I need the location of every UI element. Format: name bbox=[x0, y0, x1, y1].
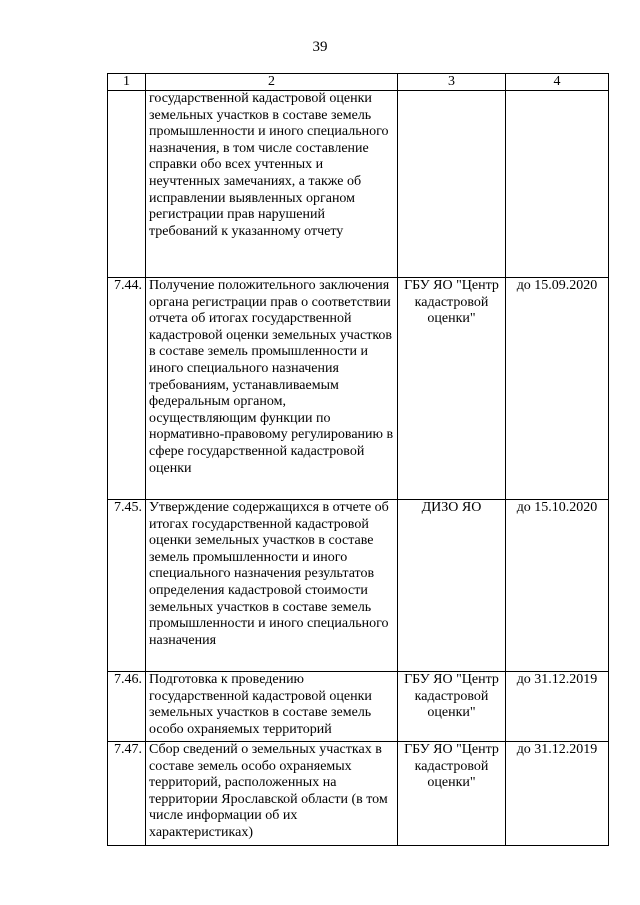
table-row bbox=[108, 672, 609, 742]
table-row bbox=[108, 278, 609, 500]
page-number: 39 bbox=[312, 39, 328, 55]
row-executor: ДИЗО ЯО bbox=[398, 500, 506, 672]
row-executor bbox=[398, 91, 506, 278]
column-header-deadline: 4 bbox=[506, 74, 609, 91]
column-header-executor: 3 bbox=[398, 74, 506, 91]
row-number: 7.47. bbox=[108, 742, 146, 846]
row-number: 7.44. bbox=[108, 278, 146, 500]
plan-table bbox=[107, 73, 609, 846]
row-executor: ГБУ ЯО "Центр кадастровой оценки" bbox=[398, 672, 506, 742]
row-task: Получение положительного заключения органа регистрации прав о соответствии отчета об итогах государственной кадастровой оценки земельных участков в составе земель промышленности и иного специального назначения требованиям, устанавливаемым федеральным органом, осуществляющим функции по нормативно-правовому регулированию в сфере государственной кадастровой оценки bbox=[146, 278, 398, 500]
column-header-number: 1 bbox=[108, 74, 146, 91]
row-deadline: до 15.09.2020 bbox=[506, 278, 609, 500]
row-executor: ГБУ ЯО "Центр кадастровой оценки" bbox=[398, 742, 506, 846]
column-header-task: 2 bbox=[146, 74, 398, 91]
table-row bbox=[108, 91, 609, 278]
row-task: Утверждение содержащихся в отчете об итогах государственной кадастровой оценки земельных участков в составе земель промышленности и иного специального назначения результатов определения кадастровой стоимости земельных участков в составе земель промышленности и иного специального назначения bbox=[146, 500, 398, 672]
row-deadline: до 31.12.2019 bbox=[506, 742, 609, 846]
row-deadline bbox=[506, 91, 609, 278]
table-row bbox=[108, 742, 609, 846]
row-task: Сбор сведений о земельных участках в составе земель особо охраняемых территорий, расположенных на территории Ярославской области (в том числе информации об их характеристиках) bbox=[146, 742, 398, 846]
table-row bbox=[108, 500, 609, 672]
row-task: государственной кадастровой оценки земельных участков в составе земель промышленности и иного специального назначения, в том числе составление справки обо всех учтенных и неучтенных замечаниях, а также об исправлении выявленных органом регистрации прав нарушений требований к указанному отчету bbox=[146, 91, 398, 278]
row-deadline: до 31.12.2019 bbox=[506, 672, 609, 742]
row-number: 7.45. bbox=[108, 500, 146, 672]
table-header-row bbox=[108, 74, 609, 91]
row-task: Подготовка к проведению государственной кадастровой оценки земельных участков в составе земель особо охраняемых территорий bbox=[146, 672, 398, 742]
row-number: 7.46. bbox=[108, 672, 146, 742]
row-deadline: до 15.10.2020 bbox=[506, 500, 609, 672]
row-number bbox=[108, 91, 146, 278]
row-executor: ГБУ ЯО "Центр кадастровой оценки" bbox=[398, 278, 506, 500]
